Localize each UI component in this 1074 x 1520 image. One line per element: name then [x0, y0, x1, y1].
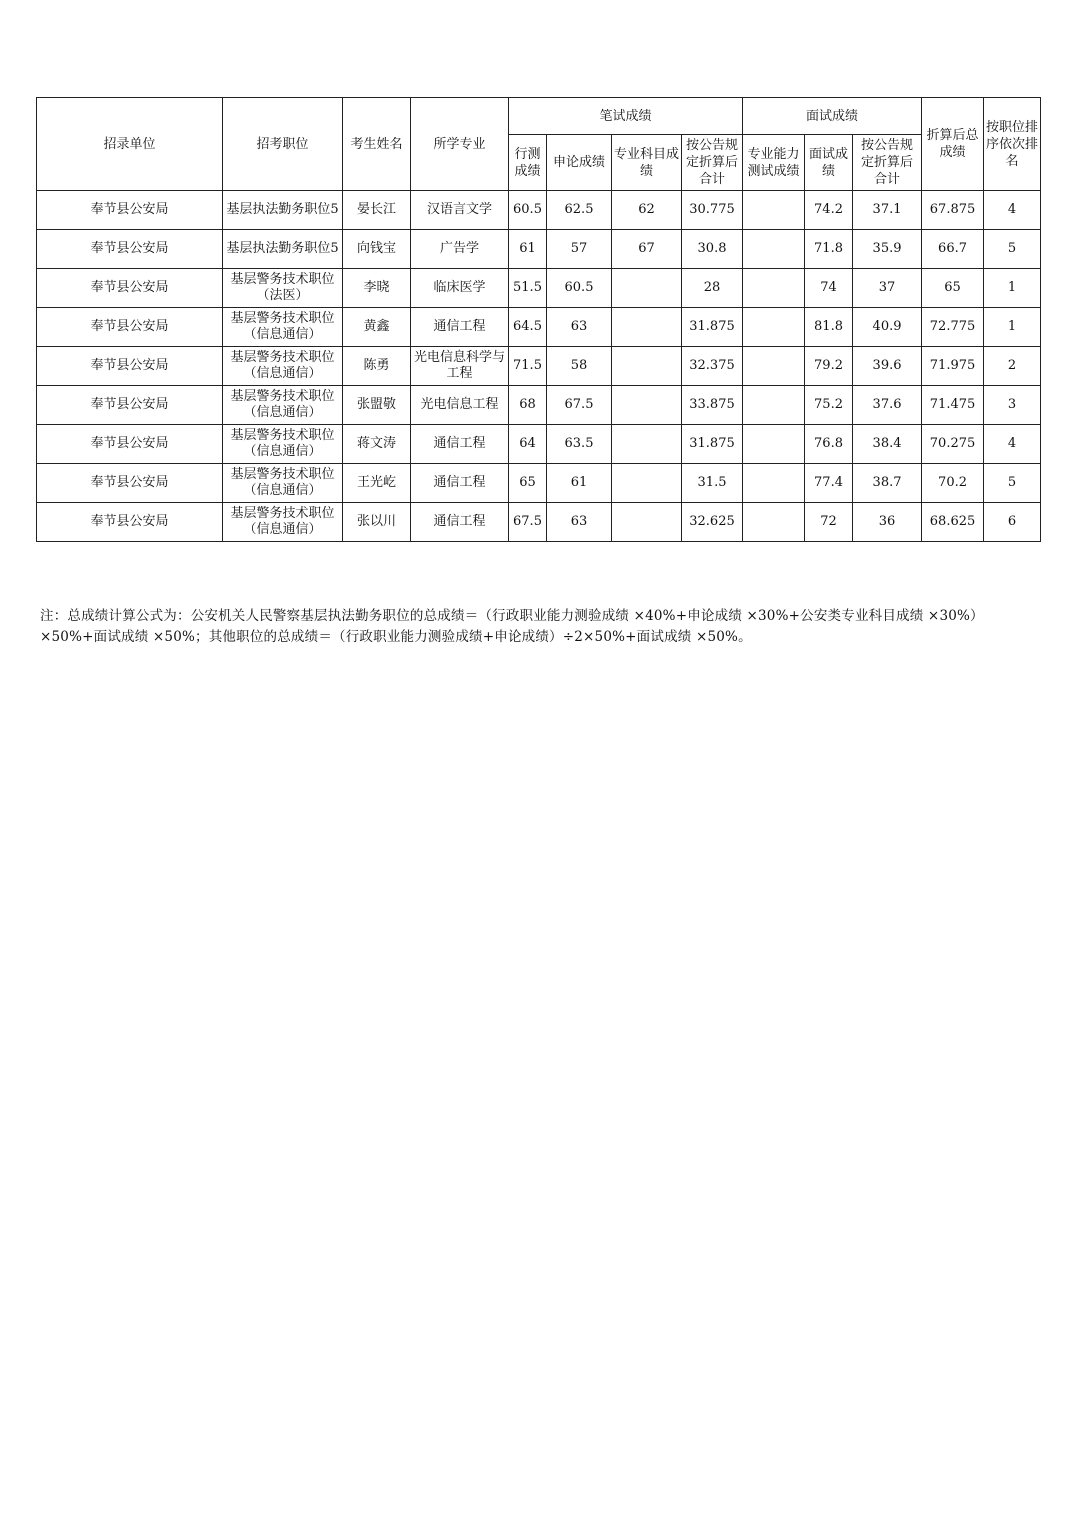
- header-shenlun: 申论成绩: [547, 135, 612, 191]
- cell-major: 光电信息科学与工程: [411, 347, 509, 386]
- cell-ability: [743, 308, 805, 347]
- header-final-total: 折算后总成绩: [922, 98, 984, 191]
- cell-major: 光电信息工程: [411, 386, 509, 425]
- cell-zhuanye: [612, 425, 682, 464]
- cell-unit: 奉节县公安局: [37, 230, 223, 269]
- cell-zhuanye: [612, 347, 682, 386]
- cell-written-total: 31.875: [682, 308, 743, 347]
- cell-ability: [743, 191, 805, 230]
- cell-interview-total: 40.9: [853, 308, 922, 347]
- cell-interview: 76.8: [805, 425, 853, 464]
- cell-major: 汉语言文学: [411, 191, 509, 230]
- header-interview-total: 按公告规定折算后合计: [853, 135, 922, 191]
- cell-ability: [743, 425, 805, 464]
- cell-shenlun: 63: [547, 503, 612, 542]
- cell-final-total: 66.7: [922, 230, 984, 269]
- cell-final-total: 65: [922, 269, 984, 308]
- cell-position: 基层执法勤务职位5: [223, 230, 343, 269]
- cell-zhuanye: 62: [612, 191, 682, 230]
- table-row: [37, 230, 1041, 269]
- header-major: 所学专业: [411, 98, 509, 191]
- cell-shenlun: 63: [547, 308, 612, 347]
- cell-unit: 奉节县公安局: [37, 269, 223, 308]
- cell-position: 基层警务技术职位（信息通信）: [223, 464, 343, 503]
- cell-zhuanye: [612, 503, 682, 542]
- cell-interview: 71.8: [805, 230, 853, 269]
- cell-major: 临床医学: [411, 269, 509, 308]
- cell-interview-total: 38.7: [853, 464, 922, 503]
- table-row: [37, 386, 1041, 425]
- cell-written-total: 31.875: [682, 425, 743, 464]
- cell-final-total: 68.625: [922, 503, 984, 542]
- cell-ability: [743, 269, 805, 308]
- cell-shenlun: 61: [547, 464, 612, 503]
- cell-zhuanye: [612, 386, 682, 425]
- table-row: [37, 191, 1041, 230]
- cell-name: 陈勇: [343, 347, 411, 386]
- cell-interview: 75.2: [805, 386, 853, 425]
- cell-written-total: 30.775: [682, 191, 743, 230]
- cell-shenlun: 57: [547, 230, 612, 269]
- cell-interview-total: 36: [853, 503, 922, 542]
- cell-name: 李晓: [343, 269, 411, 308]
- header-zhuanye: 专业科目成绩: [612, 135, 682, 191]
- cell-position: 基层警务技术职位（信息通信）: [223, 347, 343, 386]
- cell-unit: 奉节县公安局: [37, 308, 223, 347]
- cell-interview: 81.8: [805, 308, 853, 347]
- cell-rank: 5: [984, 464, 1041, 503]
- cell-rank: 1: [984, 269, 1041, 308]
- header-xingce: 行测成绩: [509, 135, 547, 191]
- cell-final-total: 70.275: [922, 425, 984, 464]
- header-ability: 专业能力测试成绩: [743, 135, 805, 191]
- cell-written-total: 32.375: [682, 347, 743, 386]
- cell-final-total: 71.475: [922, 386, 984, 425]
- cell-interview-total: 37.1: [853, 191, 922, 230]
- cell-unit: 奉节县公安局: [37, 347, 223, 386]
- cell-xingce: 68: [509, 386, 547, 425]
- cell-ability: [743, 464, 805, 503]
- cell-name: 张以川: [343, 503, 411, 542]
- cell-name: 晏长江: [343, 191, 411, 230]
- table-row: [37, 269, 1041, 308]
- cell-shenlun: 60.5: [547, 269, 612, 308]
- cell-written-total: 33.875: [682, 386, 743, 425]
- header-written-total: 按公告规定折算后合计: [682, 135, 743, 191]
- cell-shenlun: 63.5: [547, 425, 612, 464]
- cell-name: 张盟敬: [343, 386, 411, 425]
- cell-rank: 3: [984, 386, 1041, 425]
- cell-major: 通信工程: [411, 464, 509, 503]
- cell-final-total: 72.775: [922, 308, 984, 347]
- header-name: 考生姓名: [343, 98, 411, 191]
- header-rank: 按职位排序依次排名: [984, 98, 1041, 191]
- cell-written-total: 30.8: [682, 230, 743, 269]
- cell-final-total: 71.975: [922, 347, 984, 386]
- cell-unit: 奉节县公安局: [37, 191, 223, 230]
- cell-interview-total: 35.9: [853, 230, 922, 269]
- cell-rank: 4: [984, 191, 1041, 230]
- cell-xingce: 60.5: [509, 191, 547, 230]
- cell-unit: 奉节县公安局: [37, 464, 223, 503]
- cell-interview-total: 37: [853, 269, 922, 308]
- cell-written-total: 31.5: [682, 464, 743, 503]
- cell-interview: 74.2: [805, 191, 853, 230]
- cell-xingce: 67.5: [509, 503, 547, 542]
- cell-rank: 6: [984, 503, 1041, 542]
- table-row: [37, 308, 1041, 347]
- cell-zhuanye: [612, 308, 682, 347]
- cell-major: 通信工程: [411, 503, 509, 542]
- cell-position: 基层警务技术职位（信息通信）: [223, 386, 343, 425]
- cell-interview: 74: [805, 269, 853, 308]
- cell-position: 基层警务技术职位（信息通信）: [223, 503, 343, 542]
- table-row: [37, 503, 1041, 542]
- cell-shenlun: 67.5: [547, 386, 612, 425]
- cell-interview: 79.2: [805, 347, 853, 386]
- cell-ability: [743, 347, 805, 386]
- cell-written-total: 28: [682, 269, 743, 308]
- cell-xingce: 64: [509, 425, 547, 464]
- cell-name: 黄鑫: [343, 308, 411, 347]
- header-written-group: 笔试成绩: [509, 98, 743, 135]
- cell-shenlun: 62.5: [547, 191, 612, 230]
- cell-rank: 2: [984, 347, 1041, 386]
- cell-unit: 奉节县公安局: [37, 503, 223, 542]
- cell-position: 基层执法勤务职位5: [223, 191, 343, 230]
- cell-unit: 奉节县公安局: [37, 386, 223, 425]
- cell-major: 通信工程: [411, 425, 509, 464]
- cell-interview: 77.4: [805, 464, 853, 503]
- cell-written-total: 32.625: [682, 503, 743, 542]
- header-interview-group: 面试成绩: [743, 98, 922, 135]
- score-table: [36, 97, 1041, 542]
- cell-zhuanye: [612, 464, 682, 503]
- cell-xingce: 61: [509, 230, 547, 269]
- cell-major: 通信工程: [411, 308, 509, 347]
- cell-ability: [743, 386, 805, 425]
- cell-zhuanye: 67: [612, 230, 682, 269]
- header-position: 招考职位: [223, 98, 343, 191]
- cell-xingce: 71.5: [509, 347, 547, 386]
- cell-interview-total: 38.4: [853, 425, 922, 464]
- table-row: [37, 464, 1041, 503]
- cell-final-total: 67.875: [922, 191, 984, 230]
- cell-name: 王光屹: [343, 464, 411, 503]
- table-row: [37, 347, 1041, 386]
- cell-ability: [743, 230, 805, 269]
- formula-note: 注：总成绩计算公式为：公安机关人民警察基层执法勤务职位的总成绩＝（行政职业能力测验成绩 ×40%+申论成绩 ×30%+公安类专业科目成绩 ×30%）×50%+面试成绩 ×50%；其他职位的总成绩＝（行政职业能力测验成绩+申论成绩）÷2×50%+面试成绩 ×50%。: [40, 607, 984, 645]
- cell-final-total: 70.2: [922, 464, 984, 503]
- cell-major: 广告学: [411, 230, 509, 269]
- cell-rank: 4: [984, 425, 1041, 464]
- header-interview: 面试成绩: [805, 135, 853, 191]
- cell-position: 基层警务技术职位（法医）: [223, 269, 343, 308]
- cell-name: 向钱宝: [343, 230, 411, 269]
- cell-xingce: 64.5: [509, 308, 547, 347]
- header-unit: 招录单位: [37, 98, 223, 191]
- cell-interview-total: 37.6: [853, 386, 922, 425]
- cell-position: 基层警务技术职位（信息通信）: [223, 308, 343, 347]
- score-table-body: [37, 191, 1041, 542]
- cell-unit: 奉节县公安局: [37, 425, 223, 464]
- cell-rank: 5: [984, 230, 1041, 269]
- cell-zhuanye: [612, 269, 682, 308]
- cell-interview: 72: [805, 503, 853, 542]
- cell-shenlun: 58: [547, 347, 612, 386]
- cell-rank: 1: [984, 308, 1041, 347]
- cell-position: 基层警务技术职位（信息通信）: [223, 425, 343, 464]
- cell-xingce: 65: [509, 464, 547, 503]
- cell-ability: [743, 503, 805, 542]
- cell-xingce: 51.5: [509, 269, 547, 308]
- cell-name: 蒋文涛: [343, 425, 411, 464]
- table-row: [37, 425, 1041, 464]
- cell-interview-total: 39.6: [853, 347, 922, 386]
